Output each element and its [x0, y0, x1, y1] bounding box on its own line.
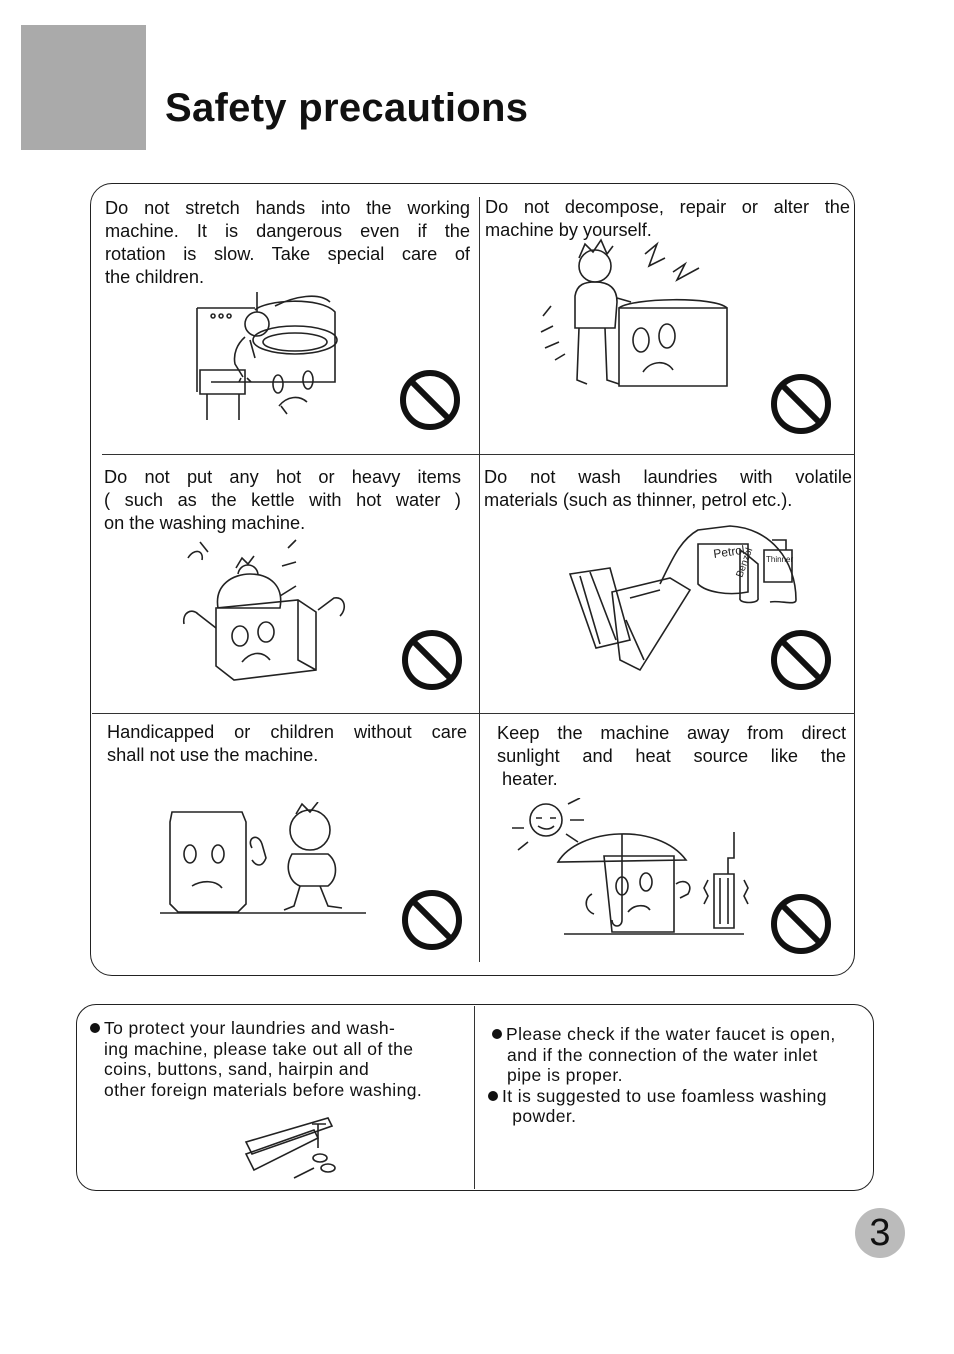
clothes-chemicals-illustration — [560, 520, 800, 680]
cell-2-line: machine by yourself. — [485, 220, 652, 240]
note-right — [492, 1024, 836, 1127]
cell-1-line: Do not stretch hands into the working — [105, 198, 470, 218]
thinner-label: Thinner — [766, 555, 794, 564]
note-left-line: ing machine, please take out all of the — [104, 1038, 414, 1059]
man-repair-illustration — [535, 236, 735, 396]
panel-divider-row2 — [92, 713, 855, 714]
cell-1-line: rotation is slow. Take special care of — [105, 244, 470, 264]
note-right-line: It is suggested to use foamless washing — [502, 1085, 827, 1106]
cell-5-text — [107, 721, 467, 767]
cell-3-text — [104, 466, 461, 535]
note-left-line: coins, buttons, sand, hairpin and — [104, 1059, 370, 1080]
bullet-icon — [488, 1091, 498, 1101]
note-right-line: powder. — [507, 1106, 577, 1127]
cell-6-line: Keep the machine away from direct — [497, 723, 846, 743]
cell-4-line: materials (such as thinner, petrol etc.). — [484, 490, 793, 510]
prohibited-icon — [769, 628, 833, 692]
note-right-line: pipe is proper. — [507, 1065, 623, 1086]
cell-6-line: heater. — [497, 769, 558, 789]
cell-1-line: machine. It is dangerous even if the — [105, 221, 470, 241]
kettle-washer-illustration — [178, 538, 358, 686]
panel-divider-vertical — [479, 197, 480, 962]
bullet-icon — [90, 1023, 100, 1033]
child-washer-standing-illustration — [158, 802, 368, 914]
cell-6-line: sunlight and heat source like the — [497, 746, 846, 766]
benzol-label: Benzol — [734, 546, 756, 580]
cell-3-line: ( such as the kettle with hot water ) — [104, 490, 461, 510]
cell-1-text — [105, 197, 470, 289]
cell-4-line: Do not wash laundries with volatile — [484, 467, 852, 487]
note-left — [90, 1018, 422, 1100]
bullet-icon — [492, 1029, 502, 1039]
cell-1-line: the children. — [105, 267, 205, 287]
prohibited-icon — [400, 628, 464, 692]
prohibited-icon — [769, 372, 833, 436]
panel-divider-row1 — [102, 454, 855, 455]
child-washer-illustration — [195, 282, 345, 422]
prohibited-icon — [398, 368, 462, 432]
note-right-line: Please check if the water faucet is open, — [506, 1024, 836, 1044]
header-grey-block — [21, 25, 146, 150]
coins-hairpin-illustration — [242, 1114, 342, 1180]
washer-sun-illustration — [508, 798, 758, 938]
cell-6-text — [497, 722, 846, 791]
note-left-line: other foreign materials before washing. — [104, 1079, 423, 1100]
prohibited-icon — [769, 892, 833, 956]
page-number: 3 — [869, 1212, 891, 1254]
cell-2-line: Do not decompose, repair or alter the — [485, 197, 850, 217]
cell-5-line: Handicapped or children without care — [107, 722, 467, 742]
prohibited-icon — [400, 888, 464, 952]
notes-divider — [474, 1006, 475, 1189]
page-title: Safety precautions — [165, 86, 529, 130]
cell-4-text — [484, 466, 852, 512]
petrol-label: Petrol — [712, 542, 746, 561]
note-left-line: To protect your laundries and wash- — [104, 1018, 396, 1038]
cell-3-line: on the washing machine. — [104, 513, 306, 533]
note-right-line: and if the connection of the water inlet — [507, 1044, 818, 1065]
cell-5-line: shall not use the machine. — [107, 745, 319, 765]
cell-3-line: Do not put any hot or heavy items — [104, 467, 461, 487]
